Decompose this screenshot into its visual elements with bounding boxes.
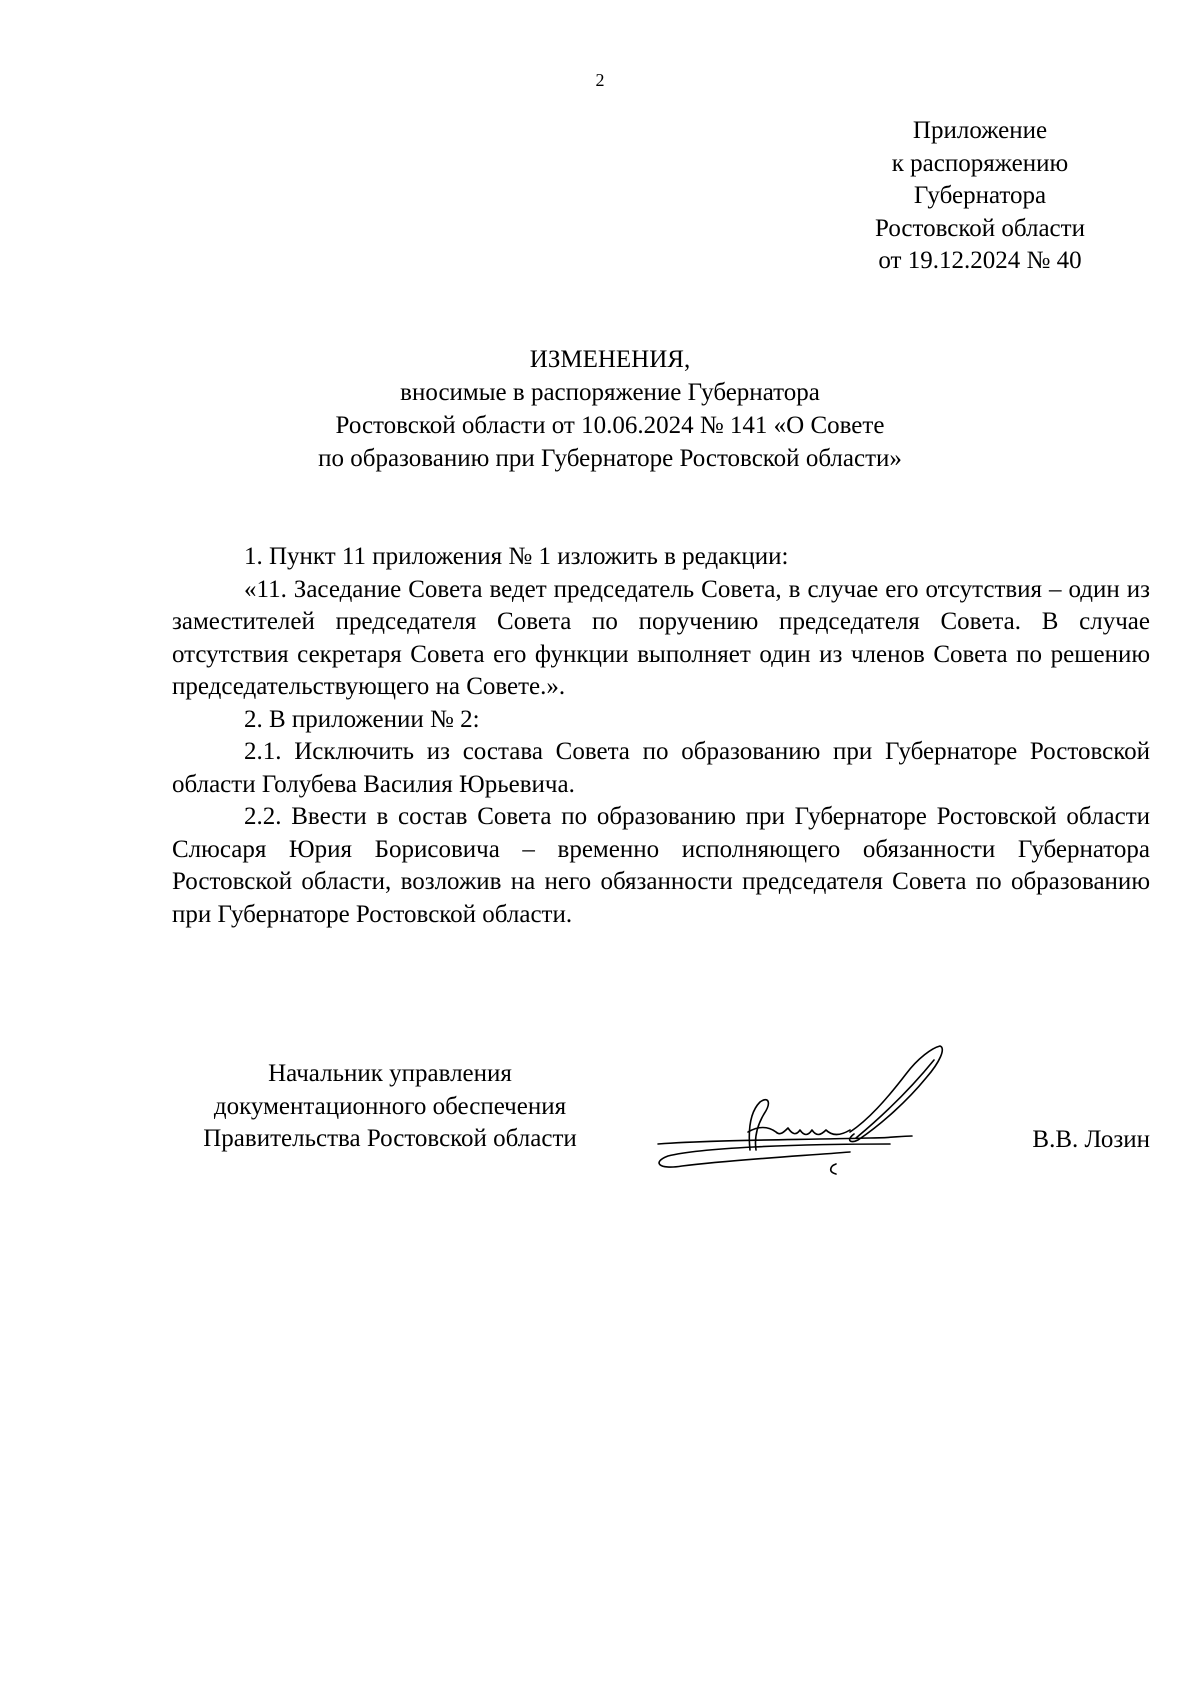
document-title bbox=[160, 343, 1060, 475]
handwritten-signature bbox=[650, 1040, 980, 1200]
page-number: 2 bbox=[595, 70, 605, 90]
title-line: вносимые в распоряжение Губернатора bbox=[400, 379, 820, 406]
title-heading: ИЗМЕНЕНИЯ, bbox=[529, 346, 691, 373]
appendix-line: Губернатора bbox=[913, 182, 1047, 209]
paragraph: 2. В приложении № 2: bbox=[244, 705, 480, 733]
appendix-line: к распоряжению bbox=[891, 149, 1069, 177]
position-line: Начальник управления bbox=[268, 1060, 512, 1087]
paragraph: «11. Заседание Совета ведет председатель Совета, в случае его отсутствия – один из заместителей председателя Совета по поручению председателя Совета. В случае отсутствия секретаря Совета его функции выполняет один из членов Совета по решению председательствующего на Совете.». bbox=[172, 575, 1150, 700]
paragraph: 2.2. Ввести в состав Совета по образованию при Губернаторе Ростовской области Слюсаря Юрия Борисовича – временно исполняющего обязанности Губернатора Ростовской области, возложив на него обязанности председателя Совета по образованию при Губернаторе Ростовской области. bbox=[172, 803, 1150, 928]
appendix-line: Приложение bbox=[912, 117, 1048, 144]
paragraph: 1. Пункт 11 приложения № 1 изложить в редакции: bbox=[244, 543, 789, 570]
paragraph: 2.1. Исключить из состава Совета по образованию при Губернаторе Ростовской области Голубева Василия Юрьевича. bbox=[172, 738, 1150, 798]
signer-name: В.В. Лозин bbox=[1032, 1126, 1150, 1153]
position-line: документационного обеспечения bbox=[213, 1092, 567, 1120]
appendix-header bbox=[840, 115, 1120, 278]
appendix-line: от 19.12.2024 № 40 bbox=[878, 247, 1082, 274]
title-line: Ростовской области от 10.06.2024 № 141 «О Совете bbox=[335, 412, 885, 439]
position-line: Правительства Ростовской области bbox=[203, 1125, 577, 1152]
document-body bbox=[172, 541, 1150, 931]
title-line: по образованию при Губернаторе Ростовской области» bbox=[318, 445, 902, 472]
signatory-position bbox=[160, 1058, 620, 1156]
appendix-line: Ростовской области bbox=[875, 214, 1085, 242]
